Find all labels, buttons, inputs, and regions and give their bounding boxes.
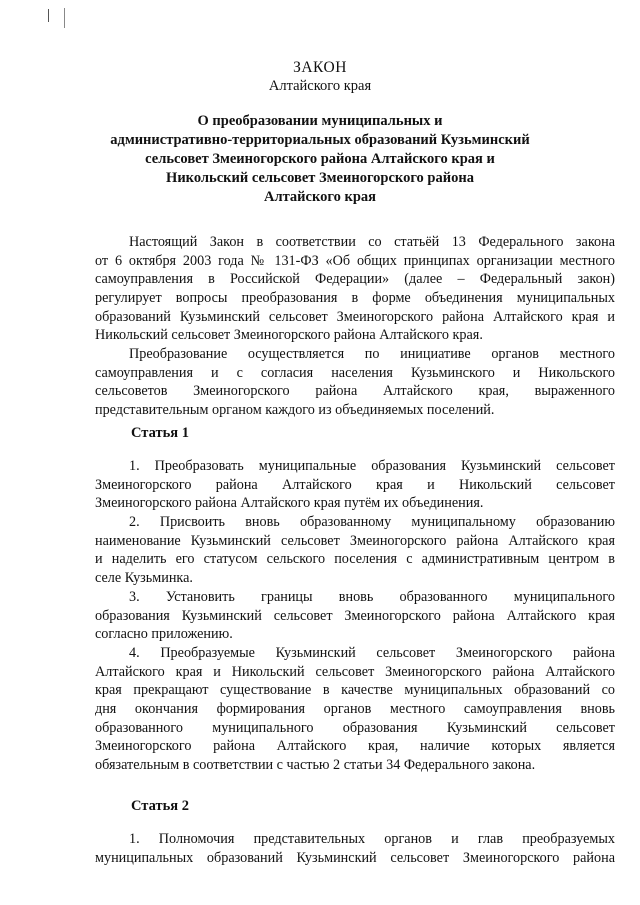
text-line: селе Кузьминка. xyxy=(95,570,193,587)
text-line: и наделить его статусом сельского поселения с административным центром в xyxy=(95,551,615,568)
text-line: 1. Преобразовать муниципальные образования Кузьминский сельсовет xyxy=(129,458,615,474)
article-1-heading: Статья 1 xyxy=(131,425,189,441)
text-line: регулирует вопросы преобразования в форме объединения муниципальных xyxy=(95,290,615,307)
text-line: 2. Присвоить вновь образованному муниципальному образованию xyxy=(129,514,615,530)
text-line: края прекращают существование в качестве муниципальных образований со xyxy=(95,682,615,699)
law-title-line: сельсовет Змеиногорского района Алтайского края и xyxy=(145,151,495,167)
text-line: образований Кузьминский сельсовет Змеиногорского района Алтайского края и xyxy=(95,308,615,325)
text-line: сельсоветов Змеиногорского района Алтайского края, выраженного xyxy=(95,383,615,400)
text-line: наименование Кузьминский сельсовет Змеиногорского района Алтайского края xyxy=(95,532,615,549)
preamble-paragraph xyxy=(95,233,615,345)
text-line: представительным органом каждого из объединяемых поселений. xyxy=(95,402,495,419)
text-line: от 6 октября 2003 года № 131-ФЗ «Об общих принципах организации местного xyxy=(95,252,615,269)
document-type: ЗАКОН xyxy=(293,59,347,76)
text-line: Алтайского края и Никольский сельсовет Змеиногорского района Алтайского xyxy=(95,663,615,680)
scan-mark-top xyxy=(48,9,49,22)
text-line: Преобразование осуществляется по инициативе органов местного xyxy=(129,346,615,362)
law-title-line: Алтайского края xyxy=(264,189,376,205)
law-title-line: Никольский сельсовет Змеиногорского района xyxy=(166,170,474,186)
article-1-paragraph xyxy=(95,644,615,775)
text-line: образования Кузьминский сельсовет Змеиногорского района Алтайского края xyxy=(95,607,615,624)
text-line: согласно приложению. xyxy=(95,626,233,643)
text-line: Никольский сельсовет Змеиногорского района Алтайского края. xyxy=(95,327,483,344)
text-line: самоуправления в Российской Федерации» (далее – Федеральный закон) xyxy=(95,271,615,288)
article-2-paragraph xyxy=(95,830,615,867)
preamble-paragraph xyxy=(95,345,615,420)
scan-mark-side xyxy=(64,8,65,28)
text-line: обязательным в соответствии с частью 2 статьи 34 Федерального закона. xyxy=(95,757,536,774)
article-1-paragraph xyxy=(95,513,615,588)
law-title xyxy=(60,112,580,207)
article-1-paragraph xyxy=(95,588,615,644)
text-line: муниципальных образований Кузьминский сельсовет Змеиногорского района xyxy=(95,849,615,866)
text-line: Настоящий Закон в соответствии со статьёй 13 Федерального закона xyxy=(129,234,615,250)
text-line: 4. Преобразуемые Кузьминский сельсовет Змеиногорского района xyxy=(129,645,615,661)
text-line: дня окончания формирования органов местного самоуправления вновь xyxy=(95,701,615,718)
article-1-paragraph xyxy=(95,457,615,513)
law-title-line: административно-территориальных образований Кузьминский xyxy=(110,132,530,148)
text-line: Змеиногорского района Алтайского края, наличие которых является xyxy=(95,738,615,755)
law-title-line: О преобразовании муниципальных и xyxy=(197,113,443,129)
document-header xyxy=(0,59,640,95)
text-line: самоуправления и с согласия населения Кузьминского и Никольского xyxy=(95,364,615,381)
article-2-heading: Статья 2 xyxy=(131,798,189,814)
text-line: 3. Установить границы вновь образованного муниципального xyxy=(129,589,615,605)
text-line: Змеиногорского района Алтайского края и Никольский сельсовет xyxy=(95,476,615,493)
document-region: Алтайского края xyxy=(268,78,372,94)
text-line: 1. Полномочия представительных органов и глав преобразуемых xyxy=(129,831,615,847)
text-line: Змеиногорского района Алтайского края путём их объединения. xyxy=(95,495,484,512)
text-line: образованного муниципального образования Кузьминский сельсовет xyxy=(95,719,615,736)
